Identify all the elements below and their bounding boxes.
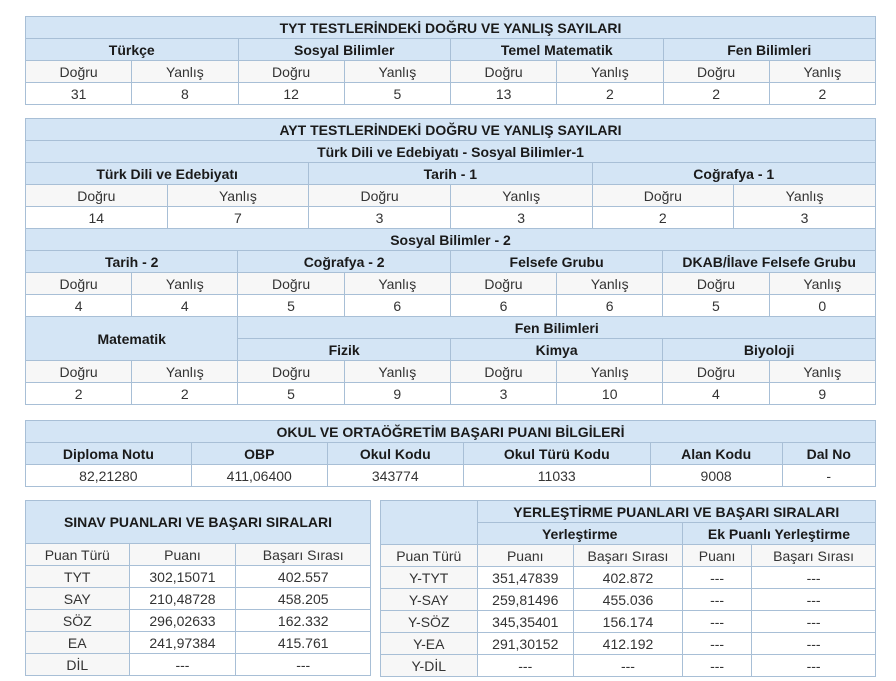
ayt-dkab-yanlis: 0 — [769, 295, 875, 317]
yer-puan: 291,30152 — [477, 633, 574, 655]
ayt-matematik-yanlis: 2 — [132, 383, 238, 405]
sinav-header-sira: Başarı Sırası — [236, 544, 371, 566]
yer-header-tur: Puan Türü — [381, 545, 478, 567]
sinav-tur: TYT — [26, 566, 130, 588]
sinav-puan: 296,02633 — [129, 610, 236, 632]
yer-sira: 455.036 — [574, 589, 683, 611]
okul-okul-kodu-value: 343774 — [327, 465, 463, 487]
ayt-subject-tarih1: Tarih - 1 — [309, 163, 592, 185]
ayt-cografya2-dogru: 5 — [238, 295, 344, 317]
sinav-tur: DİL — [26, 654, 130, 676]
sinav-table — [25, 500, 371, 676]
yerlestirme-corner — [381, 501, 478, 545]
okul-header-dal-no: Dal No — [782, 443, 876, 465]
dogru-label: Doğru — [450, 273, 556, 295]
ek-sira: --- — [752, 633, 876, 655]
table-row — [26, 588, 371, 610]
yanlis-label: Yanlış — [450, 185, 592, 207]
ek-puan: --- — [682, 655, 751, 677]
table-row — [381, 633, 876, 655]
ayt-felsefe-yanlis: 6 — [557, 295, 663, 317]
sinav-sira: --- — [236, 654, 371, 676]
tyt-turkce-yanlis: 8 — [132, 83, 238, 105]
sinav-sira: 162.332 — [236, 610, 371, 632]
dogru-label: Doğru — [663, 361, 769, 383]
yer-header-puan: Puanı — [477, 545, 574, 567]
ayt-subject-felsefe: Felsefe Grubu — [450, 251, 662, 273]
yerlestirme-group-ek: Ek Puanlı Yerleştirme — [682, 523, 875, 545]
ayt-tarih1-dogru: 3 — [309, 207, 451, 229]
yer-puan: 351,47839 — [477, 567, 574, 589]
tyt-subject-fen: Fen Bilimleri — [663, 39, 876, 61]
yanlis-label: Yanlış — [167, 185, 309, 207]
ayt-edebiyat-yanlis: 7 — [167, 207, 309, 229]
ayt-felsefe-dogru: 6 — [450, 295, 556, 317]
okul-header-obp: OBP — [191, 443, 327, 465]
dogru-label: Doğru — [26, 61, 132, 83]
ayt-fizik-dogru: 5 — [238, 383, 344, 405]
ayt-subject-kimya: Kimya — [450, 339, 662, 361]
ayt-tarih2-yanlis: 4 — [132, 295, 238, 317]
yanlis-label: Yanlış — [132, 273, 238, 295]
ayt-matematik-dogru: 2 — [26, 383, 132, 405]
yer-tur: Y-SAY — [381, 589, 478, 611]
table-row — [381, 655, 876, 677]
yanlis-label: Yanlış — [557, 273, 663, 295]
sinav-sira: 415.761 — [236, 632, 371, 654]
okul-dal-no-value: - — [782, 465, 876, 487]
ayt-subject-tarih2: Tarih - 2 — [26, 251, 238, 273]
yer-header-sira: Başarı Sırası — [574, 545, 683, 567]
ayt-subject-cografya2: Coğrafya - 2 — [238, 251, 450, 273]
yer-puan: 345,35401 — [477, 611, 574, 633]
table-row — [381, 589, 876, 611]
yer-tur: Y-EA — [381, 633, 478, 655]
okul-diploma-value: 82,21280 — [26, 465, 192, 487]
tyt-sosyal-yanlis: 5 — [344, 83, 450, 105]
okul-header-okul-kodu: Okul Kodu — [327, 443, 463, 465]
ayt-fen-title: Fen Bilimleri — [238, 317, 876, 339]
yerlestirme-table — [380, 500, 876, 677]
ayt-fizik-yanlis: 9 — [344, 383, 450, 405]
tyt-table — [25, 16, 876, 105]
sinav-puan: 302,15071 — [129, 566, 236, 588]
yerlestirme-title: YERLEŞTİRME PUANLARI VE BAŞARI SIRALARI — [477, 501, 875, 523]
sinav-title: SINAV PUANLARI VE BAŞARI SIRALARI — [26, 501, 371, 544]
ayt-subject-matematik: Matematik — [26, 317, 238, 361]
yerlestirme-group-yer: Yerleştirme — [477, 523, 682, 545]
tyt-fen-yanlis: 2 — [769, 83, 875, 105]
ek-header-sira: Başarı Sırası — [752, 545, 876, 567]
yer-sira: 156.174 — [574, 611, 683, 633]
tyt-matematik-dogru: 13 — [451, 83, 557, 105]
sinav-puan: --- — [129, 654, 236, 676]
yanlis-label: Yanlış — [769, 361, 875, 383]
sinav-tur: EA — [26, 632, 130, 654]
ek-sira: --- — [752, 655, 876, 677]
ayt-subject-fizik: Fizik — [238, 339, 450, 361]
tyt-fen-dogru: 2 — [663, 83, 769, 105]
dogru-label: Doğru — [26, 185, 168, 207]
dogru-label: Doğru — [26, 273, 132, 295]
sinav-header-puan: Puanı — [129, 544, 236, 566]
dogru-label: Doğru — [592, 185, 734, 207]
ek-sira: --- — [752, 567, 876, 589]
ayt-cografya1-dogru: 2 — [592, 207, 734, 229]
ek-puan: --- — [682, 611, 751, 633]
dogru-label: Doğru — [450, 361, 556, 383]
table-row — [26, 654, 371, 676]
dogru-label: Doğru — [238, 361, 344, 383]
table-row — [381, 567, 876, 589]
yer-tur: Y-TYT — [381, 567, 478, 589]
ayt-kimya-dogru: 3 — [450, 383, 556, 405]
ayt-group1-title: Türk Dili ve Edebiyatı - Sosyal Bilimler-1 — [26, 141, 876, 163]
dogru-label: Doğru — [309, 185, 451, 207]
okul-alan-kodu-value: 9008 — [650, 465, 782, 487]
ayt-cografya1-yanlis: 3 — [734, 207, 876, 229]
sinav-puan: 210,48728 — [129, 588, 236, 610]
sinav-puan: 241,97384 — [129, 632, 236, 654]
sinav-header-tur: Puan Türü — [26, 544, 130, 566]
yanlis-label: Yanlış — [734, 185, 876, 207]
ayt-biyoloji-yanlis: 9 — [769, 383, 875, 405]
yanlis-label: Yanlış — [769, 61, 875, 83]
ayt-kimya-yanlis: 10 — [557, 383, 663, 405]
table-row — [26, 632, 371, 654]
ek-puan: --- — [682, 589, 751, 611]
ek-puan: --- — [682, 567, 751, 589]
table-row — [381, 611, 876, 633]
table-row — [26, 610, 371, 632]
ayt-group2-title: Sosyal Bilimler - 2 — [26, 229, 876, 251]
yer-puan: --- — [477, 655, 574, 677]
okul-obp-value: 411,06400 — [191, 465, 327, 487]
yer-sira: 412.192 — [574, 633, 683, 655]
okul-header-alan-kodu: Alan Kodu — [650, 443, 782, 465]
tyt-turkce-dogru: 31 — [26, 83, 132, 105]
tyt-subject-matematik: Temel Matematik — [451, 39, 664, 61]
dogru-label: Doğru — [451, 61, 557, 83]
okul-header-okul-turu: Okul Türü Kodu — [463, 443, 650, 465]
ayt-cografya2-yanlis: 6 — [344, 295, 450, 317]
yer-tur: Y-SÖZ — [381, 611, 478, 633]
yer-sira: --- — [574, 655, 683, 677]
ek-header-puan: Puanı — [682, 545, 751, 567]
yanlis-label: Yanlış — [132, 361, 238, 383]
dogru-label: Doğru — [238, 61, 344, 83]
sinav-sira: 402.557 — [236, 566, 371, 588]
ayt-subject-cografya1: Coğrafya - 1 — [592, 163, 876, 185]
ayt-subject-edebiyat: Türk Dili ve Edebiyatı — [26, 163, 309, 185]
dogru-label: Doğru — [26, 361, 132, 383]
sinav-tur: SAY — [26, 588, 130, 610]
yanlis-label: Yanlış — [344, 61, 450, 83]
yanlis-label: Yanlış — [132, 61, 238, 83]
yer-tur: Y-DİL — [381, 655, 478, 677]
okul-title: OKUL VE ORTAÖĞRETİM BAŞARI PUANI BİLGİLERİ — [26, 421, 876, 443]
sinav-sira: 458.205 — [236, 588, 371, 610]
ayt-dkab-dogru: 5 — [663, 295, 769, 317]
ek-sira: --- — [752, 589, 876, 611]
ayt-title: AYT TESTLERİNDEKİ DOĞRU VE YANLIŞ SAYILARI — [26, 119, 876, 141]
tyt-subject-turkce: Türkçe — [26, 39, 239, 61]
okul-header-diploma: Diploma Notu — [26, 443, 192, 465]
ayt-tarih1-yanlis: 3 — [450, 207, 592, 229]
dogru-label: Doğru — [663, 273, 769, 295]
tyt-title: TYT TESTLERİNDEKİ DOĞRU VE YANLIŞ SAYILARI — [26, 17, 876, 39]
sinav-tur: SÖZ — [26, 610, 130, 632]
okul-okul-turu-value: 11033 — [463, 465, 650, 487]
ayt-subject-dkab: DKAB/İlave Felsefe Grubu — [663, 251, 876, 273]
ek-puan: --- — [682, 633, 751, 655]
yanlis-label: Yanlış — [557, 361, 663, 383]
yer-sira: 402.872 — [574, 567, 683, 589]
ayt-tarih2-dogru: 4 — [26, 295, 132, 317]
yanlis-label: Yanlış — [769, 273, 875, 295]
yanlis-label: Yanlış — [344, 361, 450, 383]
yanlis-label: Yanlış — [344, 273, 450, 295]
tyt-sosyal-dogru: 12 — [238, 83, 344, 105]
yer-puan: 259,81496 — [477, 589, 574, 611]
ayt-biyoloji-dogru: 4 — [663, 383, 769, 405]
ayt-edebiyat-dogru: 14 — [26, 207, 168, 229]
tyt-subject-sosyal: Sosyal Bilimler — [238, 39, 451, 61]
ayt-subject-biyoloji: Biyoloji — [663, 339, 876, 361]
yanlis-label: Yanlış — [557, 61, 663, 83]
okul-table — [25, 420, 876, 487]
dogru-label: Doğru — [663, 61, 769, 83]
tyt-matematik-yanlis: 2 — [557, 83, 663, 105]
ayt-table — [25, 118, 876, 405]
ek-sira: --- — [752, 611, 876, 633]
table-row — [26, 566, 371, 588]
dogru-label: Doğru — [238, 273, 344, 295]
